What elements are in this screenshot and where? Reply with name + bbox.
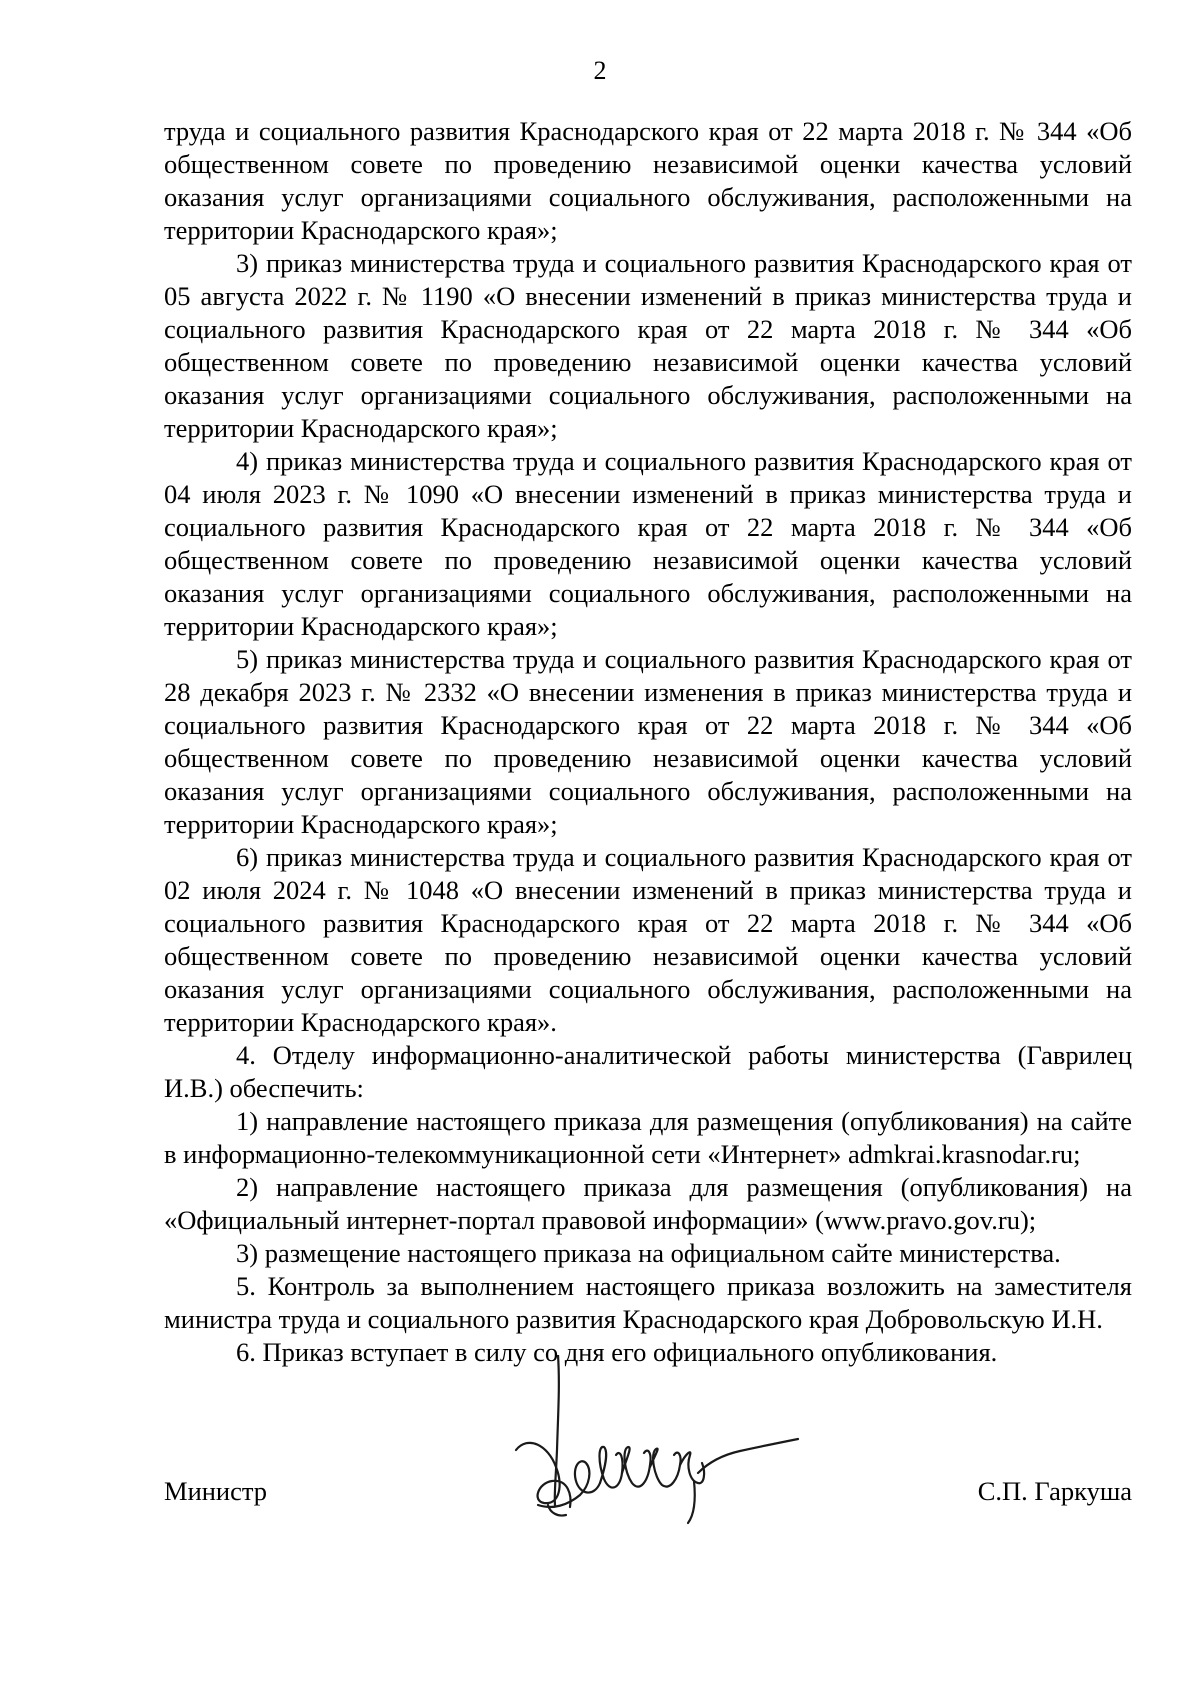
paragraph-clause-5: 5. Контроль за выполнением настоящего приказа возложить на заместителя министра труда и социального развития Краснодарского края Добровольскую И.Н.: [164, 1271, 1132, 1334]
document-body: [164, 115, 1132, 1369]
page-number: 2: [593, 56, 607, 85]
signature-row: [164, 1475, 1132, 1515]
paragraph-clause-4-item-2: 2) направление настоящего приказа для размещения (опубликования) на «Официальный интернет-портал правовой информации» (www.pravo.gov.ru);: [164, 1172, 1132, 1235]
signatory-title: Министр: [164, 1476, 268, 1506]
handwritten-signature: [508, 1355, 868, 1565]
paragraph-clause-4: 4. Отделу информационно-аналитической работы министерства (Гаврилец И.В.) обеспечить:: [164, 1040, 1132, 1103]
paragraph-item-5: 5) приказ министерства труда и социального развития Краснодарского края от 28 декабря 2023 г. № 2332 «О внесении изменения в приказ министерства труда и социального развития Краснодарского края от 22 марта 2018 г. № 344 «Об общественном совете по проведению независимой оценки качества условий оказания услуг организациями социального обслуживания, расположенными на территории Краснодарского края»;: [164, 644, 1132, 839]
paragraph-item-4: 4) приказ министерства труда и социального развития Краснодарского края от 04 июля 2023 г. № 1090 «О внесении изменений в приказ министерства труда и социального развития Краснодарского края от 22 марта 2018 г. № 344 «Об общественном совете по проведению независимой оценки качества условий оказания услуг организациями социального обслуживания, расположенными на территории Краснодарского края»;: [164, 446, 1132, 641]
paragraph-clause-4-item-1: 1) направление настоящего приказа для размещения (опубликования) на сайте в информационно-телекоммуникационной сети «Интернет» admkrai.krasnodar.ru;: [164, 1106, 1132, 1169]
paragraph-item-3: 3) приказ министерства труда и социального развития Краснодарского края от 05 августа 2022 г. № 1190 «О внесении изменений в приказ министерства труда и социального развития Краснодарского края от 22 марта 2018 г. № 344 «Об общественном совете по проведению независимой оценки качества условий оказания услуг организациями социального обслуживания, расположенными на территории Краснодарского края»;: [164, 248, 1132, 443]
paragraph-clause-4-item-3: 3) размещение настоящего приказа на официальном сайте министерства.: [236, 1238, 1061, 1268]
paragraph-item-6: 6) приказ министерства труда и социального развития Краснодарского края от 02 июля 2024 г. № 1048 «О внесении изменений в приказ министерства труда и социального развития Краснодарского края от 22 марта 2018 г. № 344 «Об общественном совете по проведению независимой оценки качества условий оказания услуг организациями социального обслуживания, расположенными на территории Краснодарского края».: [164, 842, 1132, 1037]
signatory-name: С.П. Гаркуша: [977, 1476, 1132, 1506]
paragraph-clause-6: 6. Приказ вступает в силу со дня его официального опубликования.: [236, 1337, 998, 1367]
paragraph-continuation: труда и социального развития Краснодарского края от 22 марта 2018 г. № 344 «Об общественном совете по проведению независимой оценки качества условий оказания услуг организациями социального обслуживания, расположенными на территории Краснодарского края»;: [164, 116, 1132, 245]
